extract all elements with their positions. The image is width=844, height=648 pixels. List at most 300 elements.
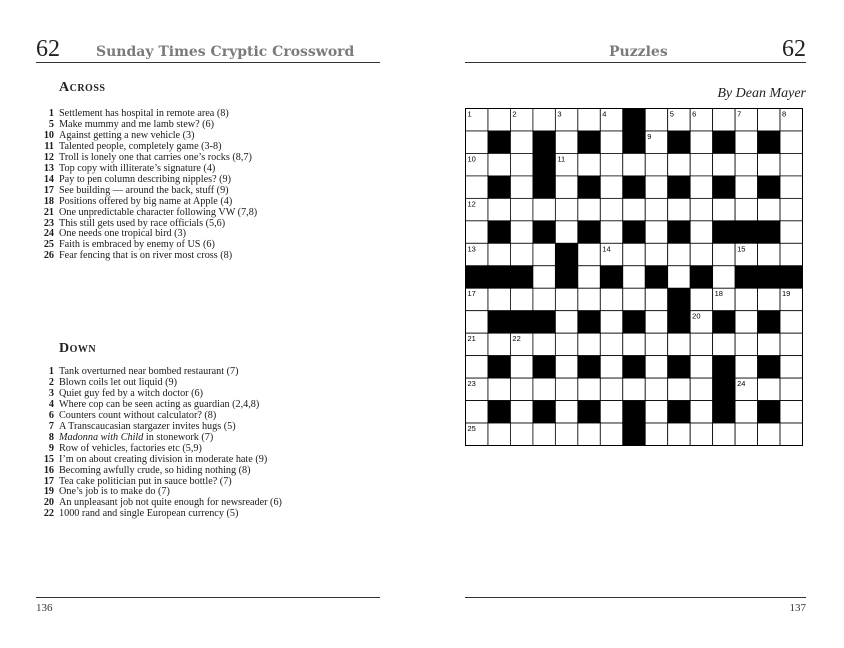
grid-cell[interactable] bbox=[555, 198, 577, 220]
grid-cell[interactable] bbox=[510, 221, 532, 243]
grid-cell[interactable] bbox=[713, 266, 735, 288]
grid-cell[interactable] bbox=[623, 333, 645, 355]
grid-cell[interactable] bbox=[758, 109, 780, 131]
grid-clue-number: 2 bbox=[512, 109, 517, 119]
grid-cell[interactable] bbox=[578, 333, 600, 355]
grid-cell[interactable] bbox=[600, 221, 622, 243]
grid-clue-number: 11 bbox=[557, 154, 566, 164]
grid-block bbox=[713, 176, 735, 198]
grid-cell[interactable] bbox=[578, 243, 600, 265]
left-page-number: 136 bbox=[36, 602, 53, 614]
grid-cell[interactable] bbox=[533, 378, 555, 400]
grid-cell[interactable] bbox=[466, 311, 488, 333]
clue-text: An unpleasant job not quite enough for newsreader (6) bbox=[59, 497, 282, 509]
grid-cell[interactable] bbox=[758, 333, 780, 355]
right-header-rule bbox=[465, 62, 806, 63]
grid-block bbox=[690, 266, 712, 288]
across-heading: Across bbox=[59, 80, 106, 95]
grid-block bbox=[713, 311, 735, 333]
grid-block bbox=[488, 176, 510, 198]
grid-cell[interactable] bbox=[713, 198, 735, 220]
grid-cell[interactable] bbox=[533, 266, 555, 288]
grid-cell[interactable] bbox=[690, 356, 712, 378]
grid-clue-number: 12 bbox=[467, 199, 476, 209]
grid-block bbox=[578, 311, 600, 333]
grid-block bbox=[623, 176, 645, 198]
grid-clue-number: 6 bbox=[692, 109, 697, 119]
grid-block bbox=[713, 221, 735, 243]
grid-cell[interactable] bbox=[645, 378, 667, 400]
grid-cell[interactable] bbox=[735, 288, 757, 310]
left-page-title: Sunday Times Cryptic Crossword bbox=[96, 44, 355, 60]
grid-block bbox=[758, 131, 780, 153]
grid-cell[interactable] bbox=[600, 333, 622, 355]
grid-block bbox=[623, 109, 645, 131]
grid-block bbox=[668, 176, 690, 198]
grid-clue-number: 16 bbox=[557, 266, 566, 276]
grid-cell[interactable] bbox=[735, 176, 757, 198]
grid-cell[interactable] bbox=[555, 221, 577, 243]
down-clue bbox=[36, 455, 396, 466]
grid-cell[interactable] bbox=[780, 423, 802, 445]
grid-block bbox=[488, 311, 510, 333]
clue-text: See building — around the back, stuff (9) bbox=[59, 184, 229, 196]
clue-text: Tank overturned near bombed restaurant (7) bbox=[59, 366, 239, 377]
clue-text: Fear fencing that is on river most cross (8) bbox=[59, 250, 233, 262]
grid-cell[interactable] bbox=[533, 243, 555, 265]
grid-cell[interactable] bbox=[735, 356, 757, 378]
clue-number: 3 bbox=[48, 387, 54, 399]
clue-number: 24 bbox=[43, 228, 54, 240]
grid-cell[interactable] bbox=[690, 176, 712, 198]
grid-clue-number: 3 bbox=[557, 109, 562, 119]
grid-block bbox=[510, 266, 532, 288]
grid-cell[interactable] bbox=[510, 356, 532, 378]
grid-clue-number: 5 bbox=[669, 109, 674, 119]
clue-number: 22 bbox=[43, 508, 54, 520]
grid-cell[interactable] bbox=[645, 333, 667, 355]
grid-block bbox=[758, 311, 780, 333]
clue-text: Quiet guy fed by a witch doctor (6) bbox=[59, 387, 203, 399]
grid-cell[interactable] bbox=[690, 378, 712, 400]
grid-clue-number: 17 bbox=[467, 289, 476, 299]
clue-text: Counters count without calculator? (8) bbox=[59, 409, 217, 421]
byline: By Dean Mayer bbox=[717, 86, 806, 101]
clue-number: 5 bbox=[48, 118, 54, 130]
grid-cell[interactable] bbox=[578, 378, 600, 400]
grid-clue-number: 10 bbox=[467, 154, 476, 164]
grid-cell[interactable] bbox=[645, 176, 667, 198]
grid-block bbox=[713, 131, 735, 153]
clue-text: A Transcaucasian stargazer invites hugs (5) bbox=[59, 420, 236, 432]
grid-cell[interactable] bbox=[713, 243, 735, 265]
grid-cell[interactable] bbox=[533, 423, 555, 445]
grid-cell[interactable] bbox=[555, 356, 577, 378]
right-page-puzzle-number: 62 bbox=[782, 36, 806, 62]
grid-cell[interactable] bbox=[600, 423, 622, 445]
clue-number: 23 bbox=[43, 217, 54, 229]
clue-number: 15 bbox=[43, 453, 54, 465]
grid-cell[interactable] bbox=[713, 153, 735, 175]
grid-block bbox=[668, 288, 690, 310]
grid-cell[interactable] bbox=[600, 401, 622, 423]
across-clue bbox=[36, 208, 396, 219]
grid-block bbox=[668, 311, 690, 333]
grid-cell[interactable] bbox=[668, 243, 690, 265]
grid-cell[interactable] bbox=[645, 401, 667, 423]
down-heading: Down bbox=[59, 341, 97, 356]
grid-block bbox=[533, 131, 555, 153]
grid-cell[interactable] bbox=[668, 378, 690, 400]
grid-block bbox=[623, 311, 645, 333]
grid-cell[interactable] bbox=[510, 378, 532, 400]
grid-cell[interactable] bbox=[555, 333, 577, 355]
grid-cell[interactable] bbox=[555, 401, 577, 423]
crossword-grid bbox=[465, 108, 803, 446]
clue-number: 16 bbox=[43, 464, 54, 476]
grid-cell[interactable] bbox=[466, 401, 488, 423]
grid-block bbox=[488, 356, 510, 378]
clue-text: Pay to pen column describing nipples? (9) bbox=[59, 173, 232, 185]
grid-block bbox=[578, 131, 600, 153]
grid-cell[interactable] bbox=[735, 311, 757, 333]
grid-cell[interactable] bbox=[690, 423, 712, 445]
grid-block bbox=[623, 401, 645, 423]
grid-clue-number: 15 bbox=[737, 244, 746, 254]
grid-block bbox=[578, 221, 600, 243]
grid-cell[interactable] bbox=[780, 221, 802, 243]
grid-block bbox=[533, 311, 555, 333]
right-page-title: Puzzles bbox=[609, 44, 668, 60]
grid-cell[interactable] bbox=[488, 109, 510, 131]
grid-clue-number: 22 bbox=[512, 334, 521, 344]
clue-number: 11 bbox=[44, 140, 54, 152]
clue-number: 10 bbox=[43, 129, 54, 141]
grid-cell[interactable] bbox=[555, 423, 577, 445]
clue-text: Make mummy and me lamb stew? (6) bbox=[59, 118, 215, 130]
grid-cell[interactable] bbox=[555, 288, 577, 310]
down-clue bbox=[36, 509, 396, 520]
grid-cell[interactable] bbox=[510, 401, 532, 423]
grid-block bbox=[578, 176, 600, 198]
grid-cell[interactable] bbox=[668, 153, 690, 175]
clue-number: 20 bbox=[43, 497, 54, 509]
grid-block bbox=[668, 221, 690, 243]
grid-clue-number: 19 bbox=[782, 289, 791, 299]
grid-cell[interactable] bbox=[758, 153, 780, 175]
grid-cell[interactable] bbox=[623, 243, 645, 265]
grid-cell[interactable] bbox=[600, 131, 622, 153]
clue-number: 26 bbox=[43, 250, 54, 262]
grid-block bbox=[488, 131, 510, 153]
grid-cell[interactable] bbox=[600, 288, 622, 310]
grid-cell[interactable] bbox=[780, 311, 802, 333]
grid-block bbox=[555, 243, 577, 265]
grid-cell[interactable] bbox=[690, 131, 712, 153]
grid-cell[interactable] bbox=[510, 423, 532, 445]
across-clue-list bbox=[36, 109, 396, 262]
grid-clue-number: 18 bbox=[714, 289, 723, 299]
grid-cell[interactable] bbox=[488, 333, 510, 355]
clue-text: Blown coils let out liquid (9) bbox=[59, 376, 177, 388]
grid-cell[interactable] bbox=[690, 153, 712, 175]
grid-cell[interactable] bbox=[780, 243, 802, 265]
grid-block bbox=[713, 378, 735, 400]
clue-number: 17 bbox=[43, 184, 54, 196]
grid-cell[interactable] bbox=[623, 288, 645, 310]
grid-cell[interactable] bbox=[735, 423, 757, 445]
grid-cell[interactable] bbox=[735, 401, 757, 423]
grid-clue-number: 8 bbox=[782, 109, 787, 119]
grid-cell[interactable] bbox=[510, 288, 532, 310]
grid-cell[interactable] bbox=[645, 109, 667, 131]
grid-cell[interactable] bbox=[645, 423, 667, 445]
grid-cell[interactable] bbox=[645, 311, 667, 333]
grid-block bbox=[533, 401, 555, 423]
grid-block bbox=[488, 401, 510, 423]
grid-cell[interactable] bbox=[600, 176, 622, 198]
grid-cell[interactable] bbox=[578, 423, 600, 445]
clue-text: Positions offered by big name at Apple (4) bbox=[59, 195, 233, 207]
grid-cell[interactable] bbox=[645, 356, 667, 378]
grid-block bbox=[668, 131, 690, 153]
right-page-number: 137 bbox=[789, 602, 806, 614]
clue-text: This still gets used by race officials (5,6) bbox=[59, 217, 226, 229]
left-header-rule bbox=[36, 62, 380, 63]
clue-number: 14 bbox=[43, 173, 54, 185]
clue-number: 4 bbox=[48, 398, 54, 410]
grid-block bbox=[713, 356, 735, 378]
clue-text: I’m on about creating division in moderate hate (9) bbox=[59, 453, 268, 465]
grid-cell[interactable] bbox=[578, 266, 600, 288]
grid-cell[interactable] bbox=[466, 221, 488, 243]
grid-block bbox=[758, 176, 780, 198]
clue-text: Top copy with illiterate’s signature (4) bbox=[59, 162, 216, 174]
grid-cell[interactable] bbox=[555, 131, 577, 153]
grid-cell[interactable] bbox=[623, 153, 645, 175]
grid-cell[interactable] bbox=[668, 333, 690, 355]
grid-clue-number: 20 bbox=[692, 311, 701, 321]
grid-cell[interactable] bbox=[780, 378, 802, 400]
grid-cell[interactable] bbox=[690, 333, 712, 355]
grid-cell[interactable] bbox=[600, 198, 622, 220]
grid-cell[interactable] bbox=[690, 401, 712, 423]
grid-block bbox=[645, 266, 667, 288]
grid-cell[interactable] bbox=[533, 198, 555, 220]
grid-cell[interactable] bbox=[780, 176, 802, 198]
grid-block bbox=[758, 401, 780, 423]
grid-block bbox=[533, 153, 555, 175]
grid-cell[interactable] bbox=[466, 131, 488, 153]
clue-text: One’s job is to make do (7) bbox=[59, 486, 170, 498]
grid-cell[interactable] bbox=[578, 288, 600, 310]
clue-number: 17 bbox=[43, 475, 54, 487]
grid-cell[interactable] bbox=[780, 131, 802, 153]
grid-cell[interactable] bbox=[690, 243, 712, 265]
grid-cell[interactable] bbox=[645, 243, 667, 265]
grid-cell[interactable] bbox=[780, 153, 802, 175]
grid-cell[interactable] bbox=[668, 266, 690, 288]
clue-text: One needs one tropical bird (3) bbox=[59, 228, 187, 240]
clue-text: Madonna with Child in stonework (7) bbox=[59, 431, 214, 443]
across-clue bbox=[36, 197, 396, 208]
grid-cell[interactable] bbox=[488, 423, 510, 445]
grid-cell[interactable] bbox=[735, 333, 757, 355]
grid-cell[interactable] bbox=[488, 243, 510, 265]
grid-cell[interactable] bbox=[735, 153, 757, 175]
grid-block bbox=[510, 311, 532, 333]
grid-cell[interactable] bbox=[600, 311, 622, 333]
grid-cell[interactable] bbox=[533, 109, 555, 131]
grid-cell[interactable] bbox=[555, 176, 577, 198]
grid-cell[interactable] bbox=[668, 423, 690, 445]
grid-clue-number: 14 bbox=[602, 244, 611, 254]
grid-cell[interactable] bbox=[488, 198, 510, 220]
grid-cell[interactable] bbox=[555, 378, 577, 400]
grid-block bbox=[623, 131, 645, 153]
grid-block bbox=[488, 221, 510, 243]
clue-text: Troll is lonely one that carries one’s rocks (8,7) bbox=[59, 151, 252, 163]
clue-number: 2 bbox=[48, 376, 54, 388]
grid-cell[interactable] bbox=[533, 333, 555, 355]
grid-cell[interactable] bbox=[578, 153, 600, 175]
grid-cell[interactable] bbox=[713, 109, 735, 131]
grid-cell[interactable] bbox=[758, 378, 780, 400]
grid-cell[interactable] bbox=[780, 401, 802, 423]
grid-clue-number: 23 bbox=[467, 379, 476, 389]
grid-cell[interactable] bbox=[600, 153, 622, 175]
grid-cell[interactable] bbox=[623, 266, 645, 288]
grid-cell[interactable] bbox=[466, 176, 488, 198]
clue-number: 8 bbox=[48, 431, 54, 443]
across-clue bbox=[36, 251, 396, 262]
clue-number: 18 bbox=[43, 195, 54, 207]
grid-block bbox=[623, 221, 645, 243]
grid-cell[interactable] bbox=[555, 311, 577, 333]
clue-number: 21 bbox=[43, 206, 54, 218]
clue-number: 1 bbox=[48, 108, 54, 119]
grid-cell[interactable] bbox=[645, 153, 667, 175]
grid-clue-number: 26 bbox=[624, 424, 634, 434]
grid-block bbox=[466, 266, 488, 288]
grid-cell[interactable] bbox=[533, 288, 555, 310]
grid-clue-number: 1 bbox=[467, 109, 472, 119]
clue-text: Talented people, completely game (3-8) bbox=[59, 140, 222, 152]
grid-clue-number: 21 bbox=[467, 334, 476, 344]
clue-text: Tea cake politician put in sauce bottle? (7) bbox=[59, 475, 232, 487]
clue-number: 6 bbox=[48, 409, 54, 421]
clue-number: 9 bbox=[48, 442, 54, 454]
grid-cell[interactable] bbox=[623, 198, 645, 220]
grid-cell[interactable] bbox=[510, 176, 532, 198]
clue-text: Becoming awfully crude, so hiding nothing (8) bbox=[59, 464, 251, 476]
clue-text: Faith is embraced by enemy of US (6) bbox=[59, 239, 215, 251]
clue-text: Row of vehicles, factories etc (5,9) bbox=[59, 442, 202, 454]
grid-cell[interactable] bbox=[488, 153, 510, 175]
grid-block bbox=[533, 221, 555, 243]
grid-block bbox=[668, 356, 690, 378]
grid-cell[interactable] bbox=[713, 333, 735, 355]
grid-cell[interactable] bbox=[510, 198, 532, 220]
grid-cell[interactable] bbox=[780, 333, 802, 355]
clue-text: One unpredictable character following VW (7,8) bbox=[59, 206, 258, 218]
grid-block bbox=[758, 266, 780, 288]
grid-block bbox=[758, 356, 780, 378]
grid-cell[interactable] bbox=[578, 109, 600, 131]
grid-cell[interactable] bbox=[713, 423, 735, 445]
left-page-puzzle-number: 62 bbox=[36, 36, 60, 62]
grid-clue-number: 24 bbox=[737, 379, 746, 389]
grid-cell[interactable] bbox=[735, 131, 757, 153]
grid-cell[interactable] bbox=[758, 423, 780, 445]
grid-clue-number: 9 bbox=[647, 131, 652, 141]
grid-block bbox=[578, 401, 600, 423]
grid-cell[interactable] bbox=[510, 243, 532, 265]
grid-cell[interactable] bbox=[510, 153, 532, 175]
grid-block bbox=[578, 356, 600, 378]
grid-block bbox=[735, 221, 757, 243]
grid-cell[interactable] bbox=[780, 198, 802, 220]
grid-cell[interactable] bbox=[466, 356, 488, 378]
across-clue bbox=[36, 186, 396, 197]
grid-cell[interactable] bbox=[758, 198, 780, 220]
grid-cell[interactable] bbox=[645, 198, 667, 220]
clue-text: 1000 rand and single European currency (5) bbox=[59, 508, 239, 520]
grid-cell[interactable] bbox=[668, 198, 690, 220]
grid-block bbox=[623, 356, 645, 378]
clue-text: Where cop can be seen acting as guardian (2,4,8) bbox=[59, 398, 260, 410]
grid-cell[interactable] bbox=[488, 378, 510, 400]
grid-clue-number: 7 bbox=[737, 109, 742, 119]
grid-cell[interactable] bbox=[645, 288, 667, 310]
grid-clue-number: 13 bbox=[467, 244, 476, 254]
grid-block bbox=[735, 266, 757, 288]
grid-block bbox=[533, 176, 555, 198]
grid-cell[interactable] bbox=[600, 378, 622, 400]
grid-block bbox=[600, 266, 622, 288]
clue-number: 12 bbox=[43, 151, 54, 163]
grid-cell[interactable] bbox=[758, 288, 780, 310]
grid-cell[interactable] bbox=[600, 356, 622, 378]
grid-cell[interactable] bbox=[758, 243, 780, 265]
grid-block bbox=[533, 356, 555, 378]
grid-cell[interactable] bbox=[780, 356, 802, 378]
clue-text: Settlement has hospital in remote area (8) bbox=[59, 108, 229, 119]
grid-block bbox=[758, 221, 780, 243]
grid-cell[interactable] bbox=[690, 221, 712, 243]
clue-number: 13 bbox=[43, 162, 54, 174]
grid-cell[interactable] bbox=[510, 131, 532, 153]
grid-cell[interactable] bbox=[488, 288, 510, 310]
left-footer-rule bbox=[36, 597, 380, 598]
grid-block bbox=[713, 401, 735, 423]
clue-number: 7 bbox=[48, 420, 54, 432]
down-clue bbox=[36, 444, 396, 455]
grid-clue-number: 4 bbox=[602, 109, 607, 119]
grid-cell[interactable] bbox=[690, 198, 712, 220]
grid-block bbox=[780, 266, 802, 288]
right-footer-rule bbox=[465, 597, 806, 598]
grid-cell[interactable] bbox=[623, 378, 645, 400]
grid-cell[interactable] bbox=[645, 221, 667, 243]
clue-number: 25 bbox=[43, 239, 54, 251]
grid-cell[interactable] bbox=[690, 288, 712, 310]
grid-cell[interactable] bbox=[735, 198, 757, 220]
down-clue-list bbox=[36, 367, 396, 520]
clue-number: 1 bbox=[48, 366, 54, 377]
grid-block bbox=[488, 266, 510, 288]
grid-cell[interactable] bbox=[578, 198, 600, 220]
